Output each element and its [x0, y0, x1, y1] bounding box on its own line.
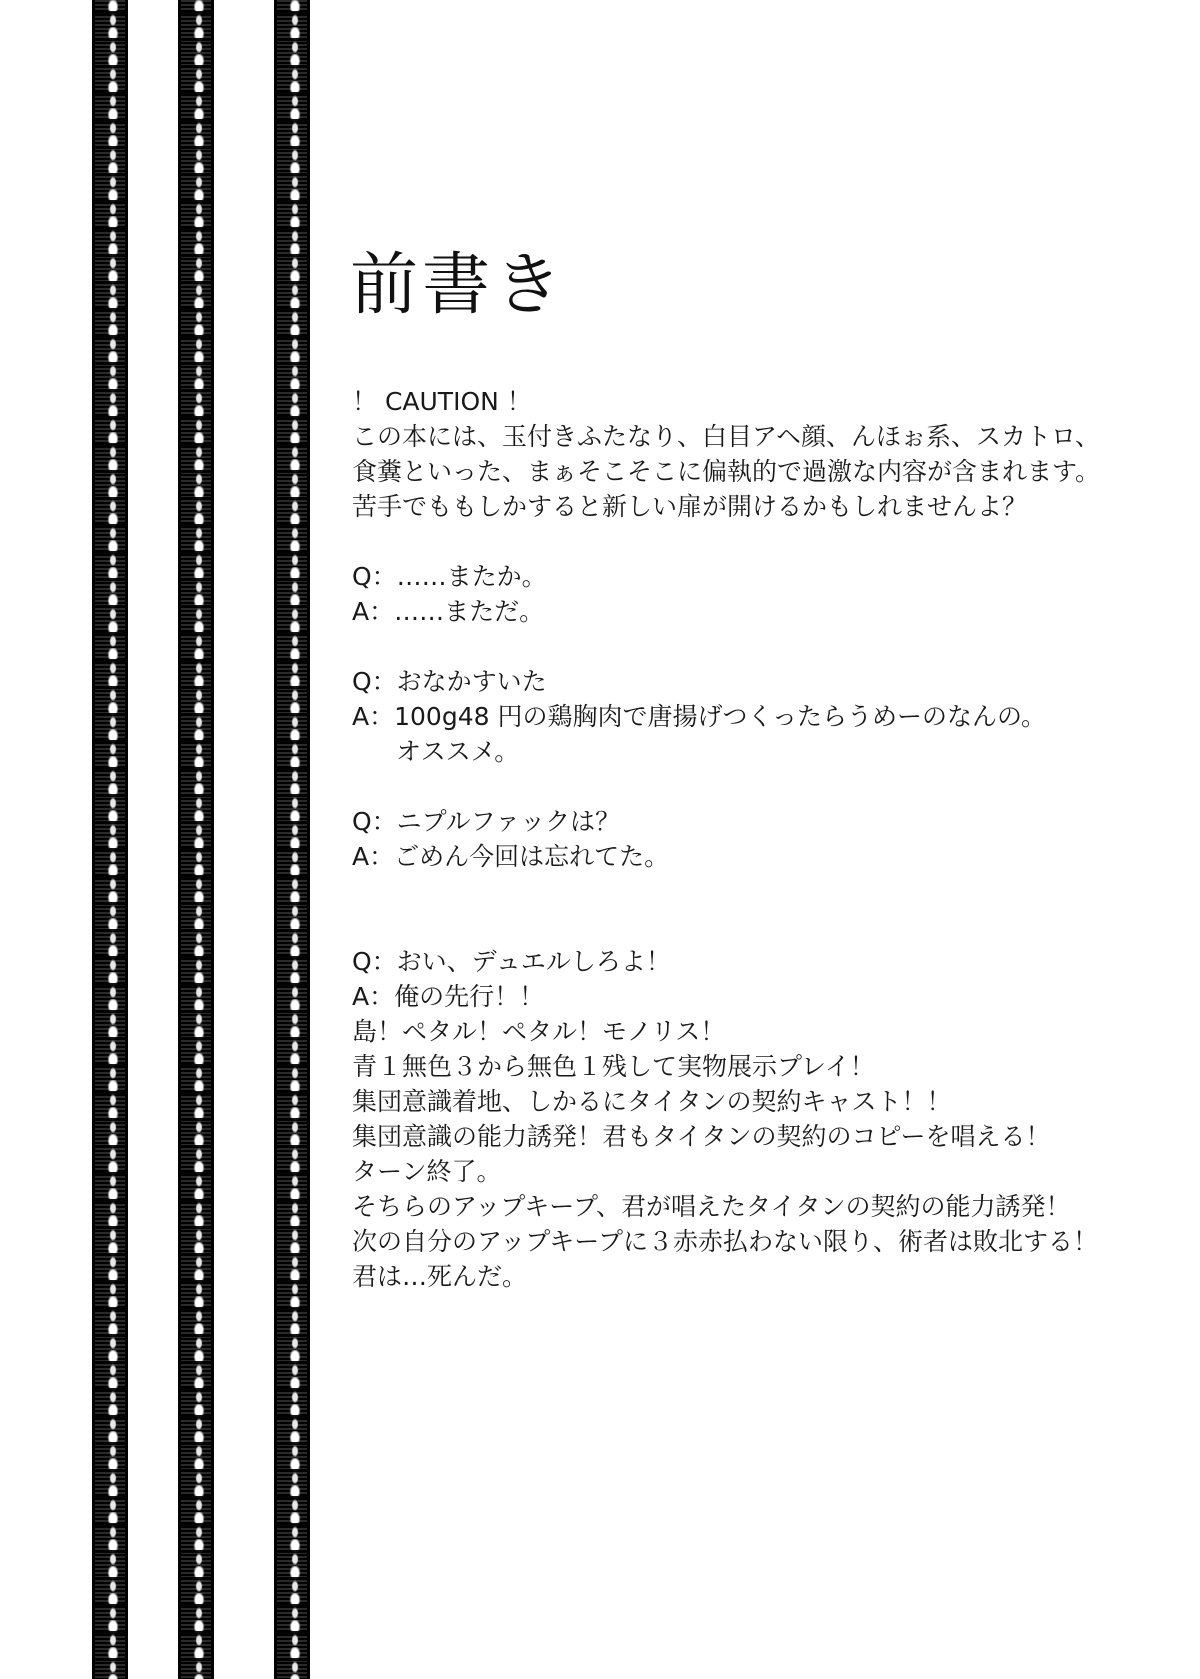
spacer	[352, 629, 1182, 664]
answer-line: A：ごめん今回は忘れてた。	[352, 842, 670, 871]
question-line: Q：おなかすいた	[352, 667, 547, 696]
decorative-chain-border	[274, 0, 310, 1679]
preface-body	[352, 384, 1182, 1294]
decorative-chain-border	[178, 0, 214, 1679]
answer-line: 集団意識の能力誘発！君もタイタンの契約のコピーを唱える！	[352, 1122, 1051, 1151]
answer-line: A：100g48 円の鶏胸肉で唐揚げつくったらうめーのなんの。	[352, 702, 1046, 731]
spacer	[352, 874, 1182, 944]
answer-line: 集団意識着地、しかるにタイタンの契約キャスト！！	[352, 1087, 952, 1116]
answer-line: A：……まただ。	[352, 597, 545, 626]
spacer	[352, 769, 1182, 804]
answer-line: そちらのアップキープ、君が唱えたタイタンの契約の能力誘発！	[352, 1192, 1071, 1221]
question-line: Q：……またか。	[352, 562, 547, 591]
answer-line: 次の自分のアップキープに３赤赤払わない限り、術者は敗北する！	[352, 1227, 1099, 1256]
answer-line: A：俺の先行！！	[352, 982, 545, 1011]
caution-line: この本には、玉付きふたなり、白目アヘ顔、んほぉ系、スカトロ、	[352, 422, 1101, 451]
answer-line: 君は…死んだ。	[352, 1262, 528, 1291]
answer-line: オススメ。	[396, 737, 520, 766]
question-line: Q：ニプルファックは？	[352, 807, 621, 836]
answer-line: 青１無色３から無色１残して実物展示プレイ！	[352, 1052, 875, 1081]
decorative-chain-border	[92, 0, 128, 1679]
spacer	[352, 524, 1182, 559]
page-title: 前書き	[350, 246, 567, 325]
question-line: Q：おい、デュエルしろよ！	[352, 947, 671, 976]
answer-line: ターン終了。	[352, 1157, 502, 1186]
caution-heading: ！ CAUTION ！	[352, 387, 532, 416]
caution-line: 苦手でももしかすると新しい扉が開けるかもしれませんよ？	[352, 492, 1028, 521]
caution-line: 食糞といった、まぁそこそこに偏執的で過激な内容が含まれます。	[352, 457, 1101, 486]
answer-line: 島！ペタル！ペタル！モノリス！	[352, 1017, 726, 1046]
